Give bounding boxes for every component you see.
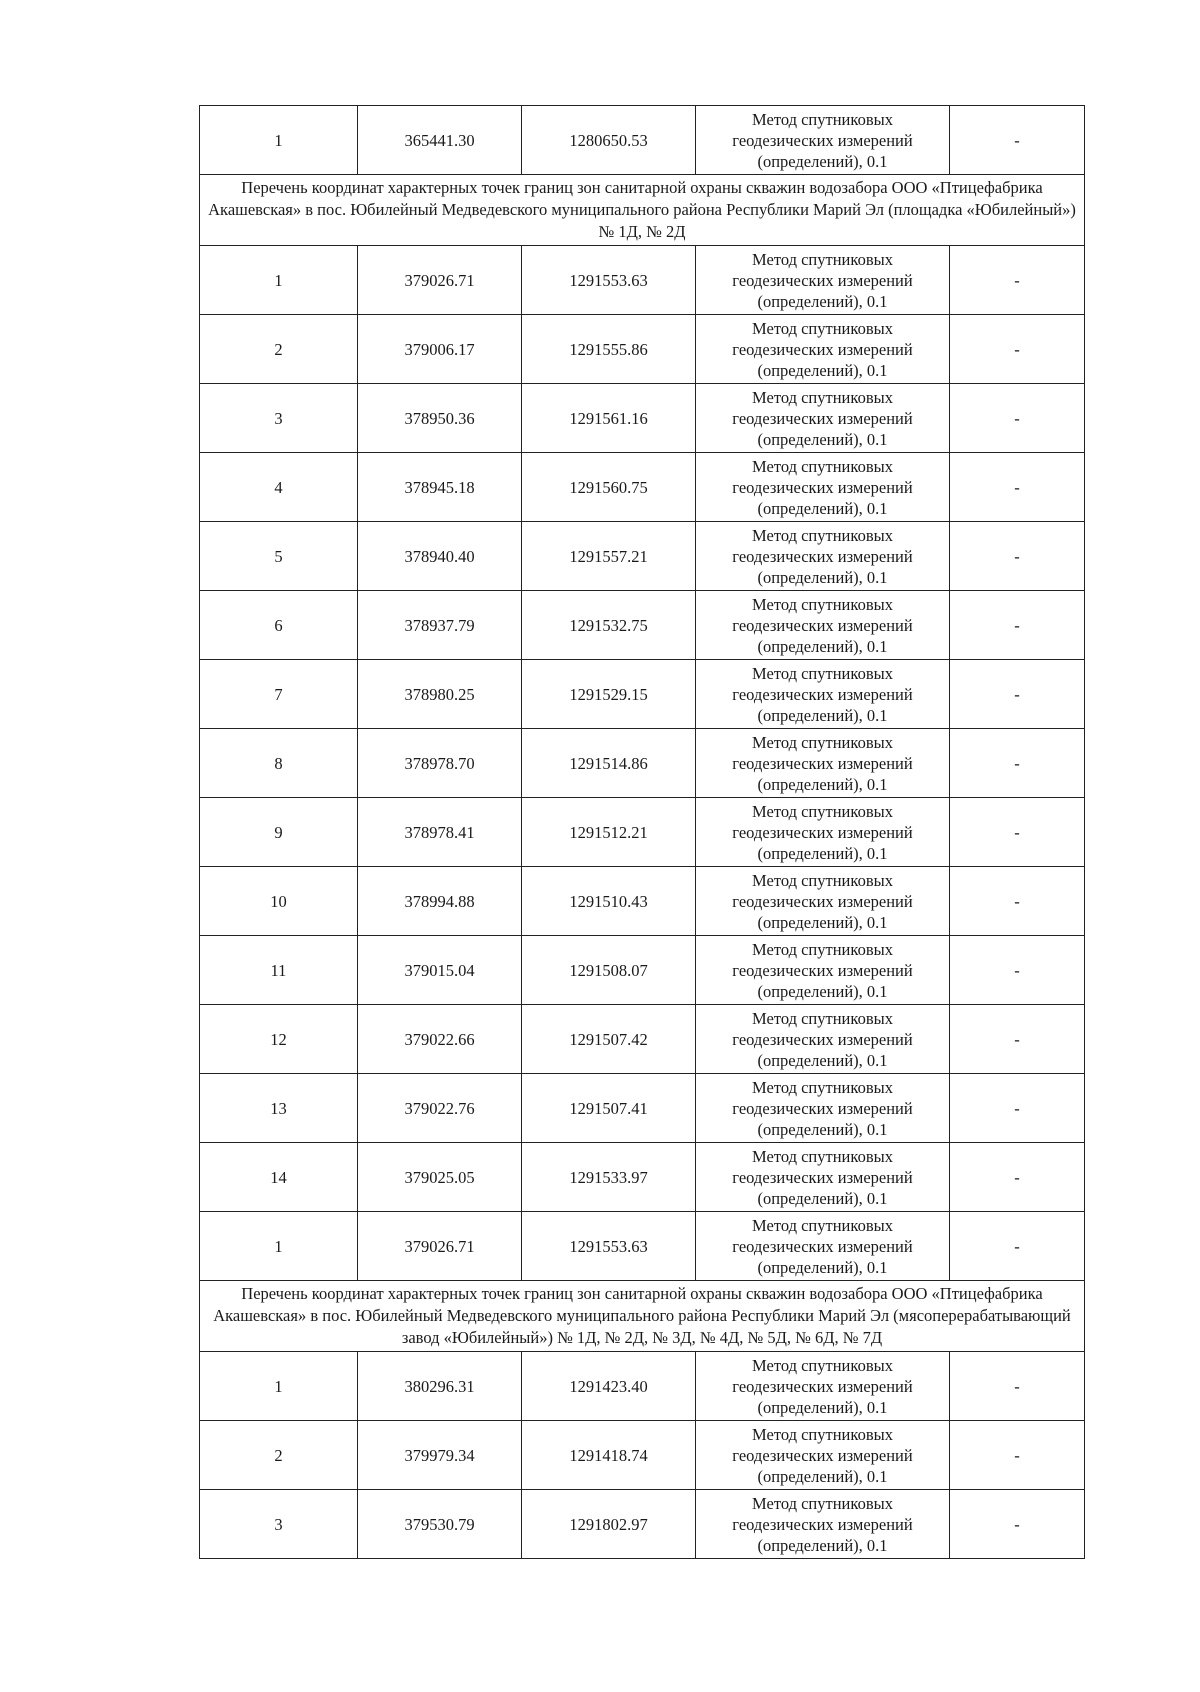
table-row: [200, 1074, 1085, 1143]
method-line: (определений), 0.1: [757, 981, 888, 1001]
point-number-cell: 4: [200, 453, 358, 522]
description-cell: -: [950, 660, 1085, 729]
method-line: Метод спутниковых: [752, 109, 893, 129]
y-coordinate-cell: 1291557.21: [522, 522, 696, 591]
x-coordinate-cell: 378937.79: [358, 591, 522, 660]
y-coordinate-cell: 1280650.53: [522, 106, 696, 175]
method-line: геодезических измерений: [732, 130, 913, 150]
y-coordinate-cell: 1291561.16: [522, 384, 696, 453]
method-cell: [696, 660, 950, 729]
y-coordinate-cell: 1291553.63: [522, 246, 696, 315]
method-cell: [696, 936, 950, 1005]
method-cell: [696, 1005, 950, 1074]
point-number-cell: 14: [200, 1143, 358, 1212]
method-line: (определений), 0.1: [757, 1257, 888, 1277]
table-row: [200, 867, 1085, 936]
method-cell: [696, 867, 950, 936]
method-cell: [696, 1490, 950, 1559]
description-cell: -: [950, 1352, 1085, 1421]
table-row: [200, 1212, 1085, 1281]
table-row: [200, 798, 1085, 867]
point-number-cell: 1: [200, 1212, 358, 1281]
point-number-cell: 11: [200, 936, 358, 1005]
y-coordinate-cell: 1291510.43: [522, 867, 696, 936]
description-cell: -: [950, 798, 1085, 867]
description-cell: -: [950, 1074, 1085, 1143]
table-row: [200, 522, 1085, 591]
x-coordinate-cell: 379022.66: [358, 1005, 522, 1074]
method-line: (определений), 0.1: [757, 1466, 888, 1486]
method-line: (определений), 0.1: [757, 1535, 888, 1555]
description-cell: -: [950, 729, 1085, 798]
table-row: [200, 591, 1085, 660]
description-cell: -: [950, 1143, 1085, 1212]
description-cell: -: [950, 1005, 1085, 1074]
method-cell: [696, 1212, 950, 1281]
x-coordinate-cell: 379530.79: [358, 1490, 522, 1559]
table-row: [200, 384, 1085, 453]
description-cell: -: [950, 315, 1085, 384]
method-cell: [696, 591, 950, 660]
method-line: (определений), 0.1: [757, 498, 888, 518]
point-number-cell: 3: [200, 384, 358, 453]
method-cell: [696, 1352, 950, 1421]
section-caption-row: [200, 175, 1085, 246]
section-caption: Перечень координат характерных точек границ зон санитарной охраны скважин водозабора ООО «Птицефабрика Акашевская» в пос. Юбилейный Медведевского муниципального района Республики Марий Эл (мясоперерабатывающий завод «Юбилейный») № 1Д, № 2Д, № 3Д, № 4Д, № 5Д, № 6Д, № 7Д: [200, 1281, 1085, 1352]
method-line: Метод спутниковых: [752, 1215, 893, 1235]
y-coordinate-cell: 1291533.97: [522, 1143, 696, 1212]
method-cell: [696, 384, 950, 453]
point-number-cell: 3: [200, 1490, 358, 1559]
description-cell: -: [950, 1490, 1085, 1559]
method-line: геодезических измерений: [732, 753, 913, 773]
point-number-cell: 5: [200, 522, 358, 591]
description-cell: -: [950, 522, 1085, 591]
point-number-cell: 12: [200, 1005, 358, 1074]
section-caption: Перечень координат характерных точек границ зон санитарной охраны скважин водозабора ООО «Птицефабрика Акашевская» в пос. Юбилейный Медведевского муниципального района Республики Марий Эл (площадка «Юбилейный») № 1Д, № 2Д: [200, 175, 1085, 246]
method-line: геодезических измерений: [732, 615, 913, 635]
y-coordinate-cell: 1291514.86: [522, 729, 696, 798]
method-line: (определений), 0.1: [757, 774, 888, 794]
method-line: Метод спутниковых: [752, 939, 893, 959]
method-cell: [696, 1143, 950, 1212]
method-line: Метод спутниковых: [752, 1146, 893, 1166]
y-coordinate-cell: 1291507.41: [522, 1074, 696, 1143]
method-line: (определений), 0.1: [757, 1050, 888, 1070]
table-row: [200, 1005, 1085, 1074]
point-number-cell: 6: [200, 591, 358, 660]
method-line: геодезических измерений: [732, 1445, 913, 1465]
y-coordinate-cell: 1291507.42: [522, 1005, 696, 1074]
method-line: геодезических измерений: [732, 891, 913, 911]
x-coordinate-cell: 378978.70: [358, 729, 522, 798]
method-cell: [696, 1421, 950, 1490]
method-line: (определений), 0.1: [757, 636, 888, 656]
description-cell: -: [950, 246, 1085, 315]
method-line: геодезических измерений: [732, 339, 913, 359]
method-line: Метод спутниковых: [752, 249, 893, 269]
method-line: (определений), 0.1: [757, 1397, 888, 1417]
method-line: Метод спутниковых: [752, 318, 893, 338]
description-cell: -: [950, 453, 1085, 522]
x-coordinate-cell: 379025.05: [358, 1143, 522, 1212]
point-number-cell: 1: [200, 106, 358, 175]
method-line: (определений), 0.1: [757, 843, 888, 863]
table-row: [200, 315, 1085, 384]
y-coordinate-cell: 1291532.75: [522, 591, 696, 660]
x-coordinate-cell: 379026.71: [358, 1212, 522, 1281]
method-line: Метод спутниковых: [752, 594, 893, 614]
method-line: геодезических измерений: [732, 408, 913, 428]
method-line: геодезических измерений: [732, 477, 913, 497]
point-number-cell: 13: [200, 1074, 358, 1143]
method-line: геодезических измерений: [732, 960, 913, 980]
y-coordinate-cell: 1291802.97: [522, 1490, 696, 1559]
x-coordinate-cell: 365441.30: [358, 106, 522, 175]
method-line: Метод спутниковых: [752, 1077, 893, 1097]
description-cell: -: [950, 591, 1085, 660]
x-coordinate-cell: 378994.88: [358, 867, 522, 936]
method-line: геодезических измерений: [732, 1376, 913, 1396]
x-coordinate-cell: 379979.34: [358, 1421, 522, 1490]
table-row: [200, 936, 1085, 1005]
point-number-cell: 1: [200, 246, 358, 315]
method-line: геодезических измерений: [732, 1098, 913, 1118]
method-cell: [696, 729, 950, 798]
y-coordinate-cell: 1291560.75: [522, 453, 696, 522]
method-cell: [696, 798, 950, 867]
method-line: Метод спутниковых: [752, 801, 893, 821]
y-coordinate-cell: 1291555.86: [522, 315, 696, 384]
x-coordinate-cell: 378950.36: [358, 384, 522, 453]
point-number-cell: 10: [200, 867, 358, 936]
point-number-cell: 2: [200, 315, 358, 384]
x-coordinate-cell: 378945.18: [358, 453, 522, 522]
method-line: Метод спутниковых: [752, 732, 893, 752]
method-line: (определений), 0.1: [757, 151, 888, 171]
method-line: геодезических измерений: [732, 270, 913, 290]
description-cell: -: [950, 1421, 1085, 1490]
method-line: (определений), 0.1: [757, 291, 888, 311]
method-line: (определений), 0.1: [757, 429, 888, 449]
description-cell: -: [950, 384, 1085, 453]
method-line: Метод спутниковых: [752, 870, 893, 890]
method-cell: [696, 522, 950, 591]
x-coordinate-cell: 379015.04: [358, 936, 522, 1005]
x-coordinate-cell: 378940.40: [358, 522, 522, 591]
method-line: геодезических измерений: [732, 1236, 913, 1256]
method-line: геодезических измерений: [732, 822, 913, 842]
y-coordinate-cell: 1291423.40: [522, 1352, 696, 1421]
description-cell: -: [950, 936, 1085, 1005]
method-line: Метод спутниковых: [752, 525, 893, 545]
x-coordinate-cell: 379022.76: [358, 1074, 522, 1143]
point-number-cell: 7: [200, 660, 358, 729]
description-cell: -: [950, 106, 1085, 175]
table-row: [200, 1352, 1085, 1421]
point-number-cell: 2: [200, 1421, 358, 1490]
y-coordinate-cell: 1291418.74: [522, 1421, 696, 1490]
point-number-cell: 1: [200, 1352, 358, 1421]
x-coordinate-cell: 379026.71: [358, 246, 522, 315]
x-coordinate-cell: 379006.17: [358, 315, 522, 384]
description-cell: -: [950, 867, 1085, 936]
y-coordinate-cell: 1291512.21: [522, 798, 696, 867]
method-cell: [696, 1074, 950, 1143]
table-row: [200, 1490, 1085, 1559]
method-cell: [696, 106, 950, 175]
y-coordinate-cell: 1291529.15: [522, 660, 696, 729]
table-row: [200, 1143, 1085, 1212]
table-row: [200, 453, 1085, 522]
table-row: [200, 1421, 1085, 1490]
method-line: Метод спутниковых: [752, 1355, 893, 1375]
method-line: (определений), 0.1: [757, 1188, 888, 1208]
method-line: (определений), 0.1: [757, 705, 888, 725]
x-coordinate-cell: 378978.41: [358, 798, 522, 867]
method-line: Метод спутниковых: [752, 663, 893, 683]
point-number-cell: 8: [200, 729, 358, 798]
method-cell: [696, 246, 950, 315]
y-coordinate-cell: 1291553.63: [522, 1212, 696, 1281]
x-coordinate-cell: 380296.31: [358, 1352, 522, 1421]
point-number-cell: 9: [200, 798, 358, 867]
method-line: Метод спутниковых: [752, 387, 893, 407]
method-line: геодезических измерений: [732, 1514, 913, 1534]
section-caption-row: [200, 1281, 1085, 1352]
method-line: Метод спутниковых: [752, 1493, 893, 1513]
table-row: [200, 660, 1085, 729]
method-line: геодезических измерений: [732, 546, 913, 566]
method-line: (определений), 0.1: [757, 912, 888, 932]
coordinates-table: [199, 105, 1085, 1559]
x-coordinate-cell: 378980.25: [358, 660, 522, 729]
coordinates-table-body: [200, 106, 1085, 1559]
method-line: Метод спутниковых: [752, 1424, 893, 1444]
method-line: Метод спутниковых: [752, 456, 893, 476]
method-cell: [696, 453, 950, 522]
method-line: (определений), 0.1: [757, 1119, 888, 1139]
method-line: Метод спутниковых: [752, 1008, 893, 1028]
y-coordinate-cell: 1291508.07: [522, 936, 696, 1005]
table-row: [200, 729, 1085, 798]
table-row: [200, 106, 1085, 175]
method-line: геодезических измерений: [732, 1029, 913, 1049]
method-line: геодезических измерений: [732, 1167, 913, 1187]
method-line: (определений), 0.1: [757, 360, 888, 380]
table-row: [200, 246, 1085, 315]
method-line: геодезических измерений: [732, 684, 913, 704]
method-cell: [696, 315, 950, 384]
method-line: (определений), 0.1: [757, 567, 888, 587]
description-cell: -: [950, 1212, 1085, 1281]
